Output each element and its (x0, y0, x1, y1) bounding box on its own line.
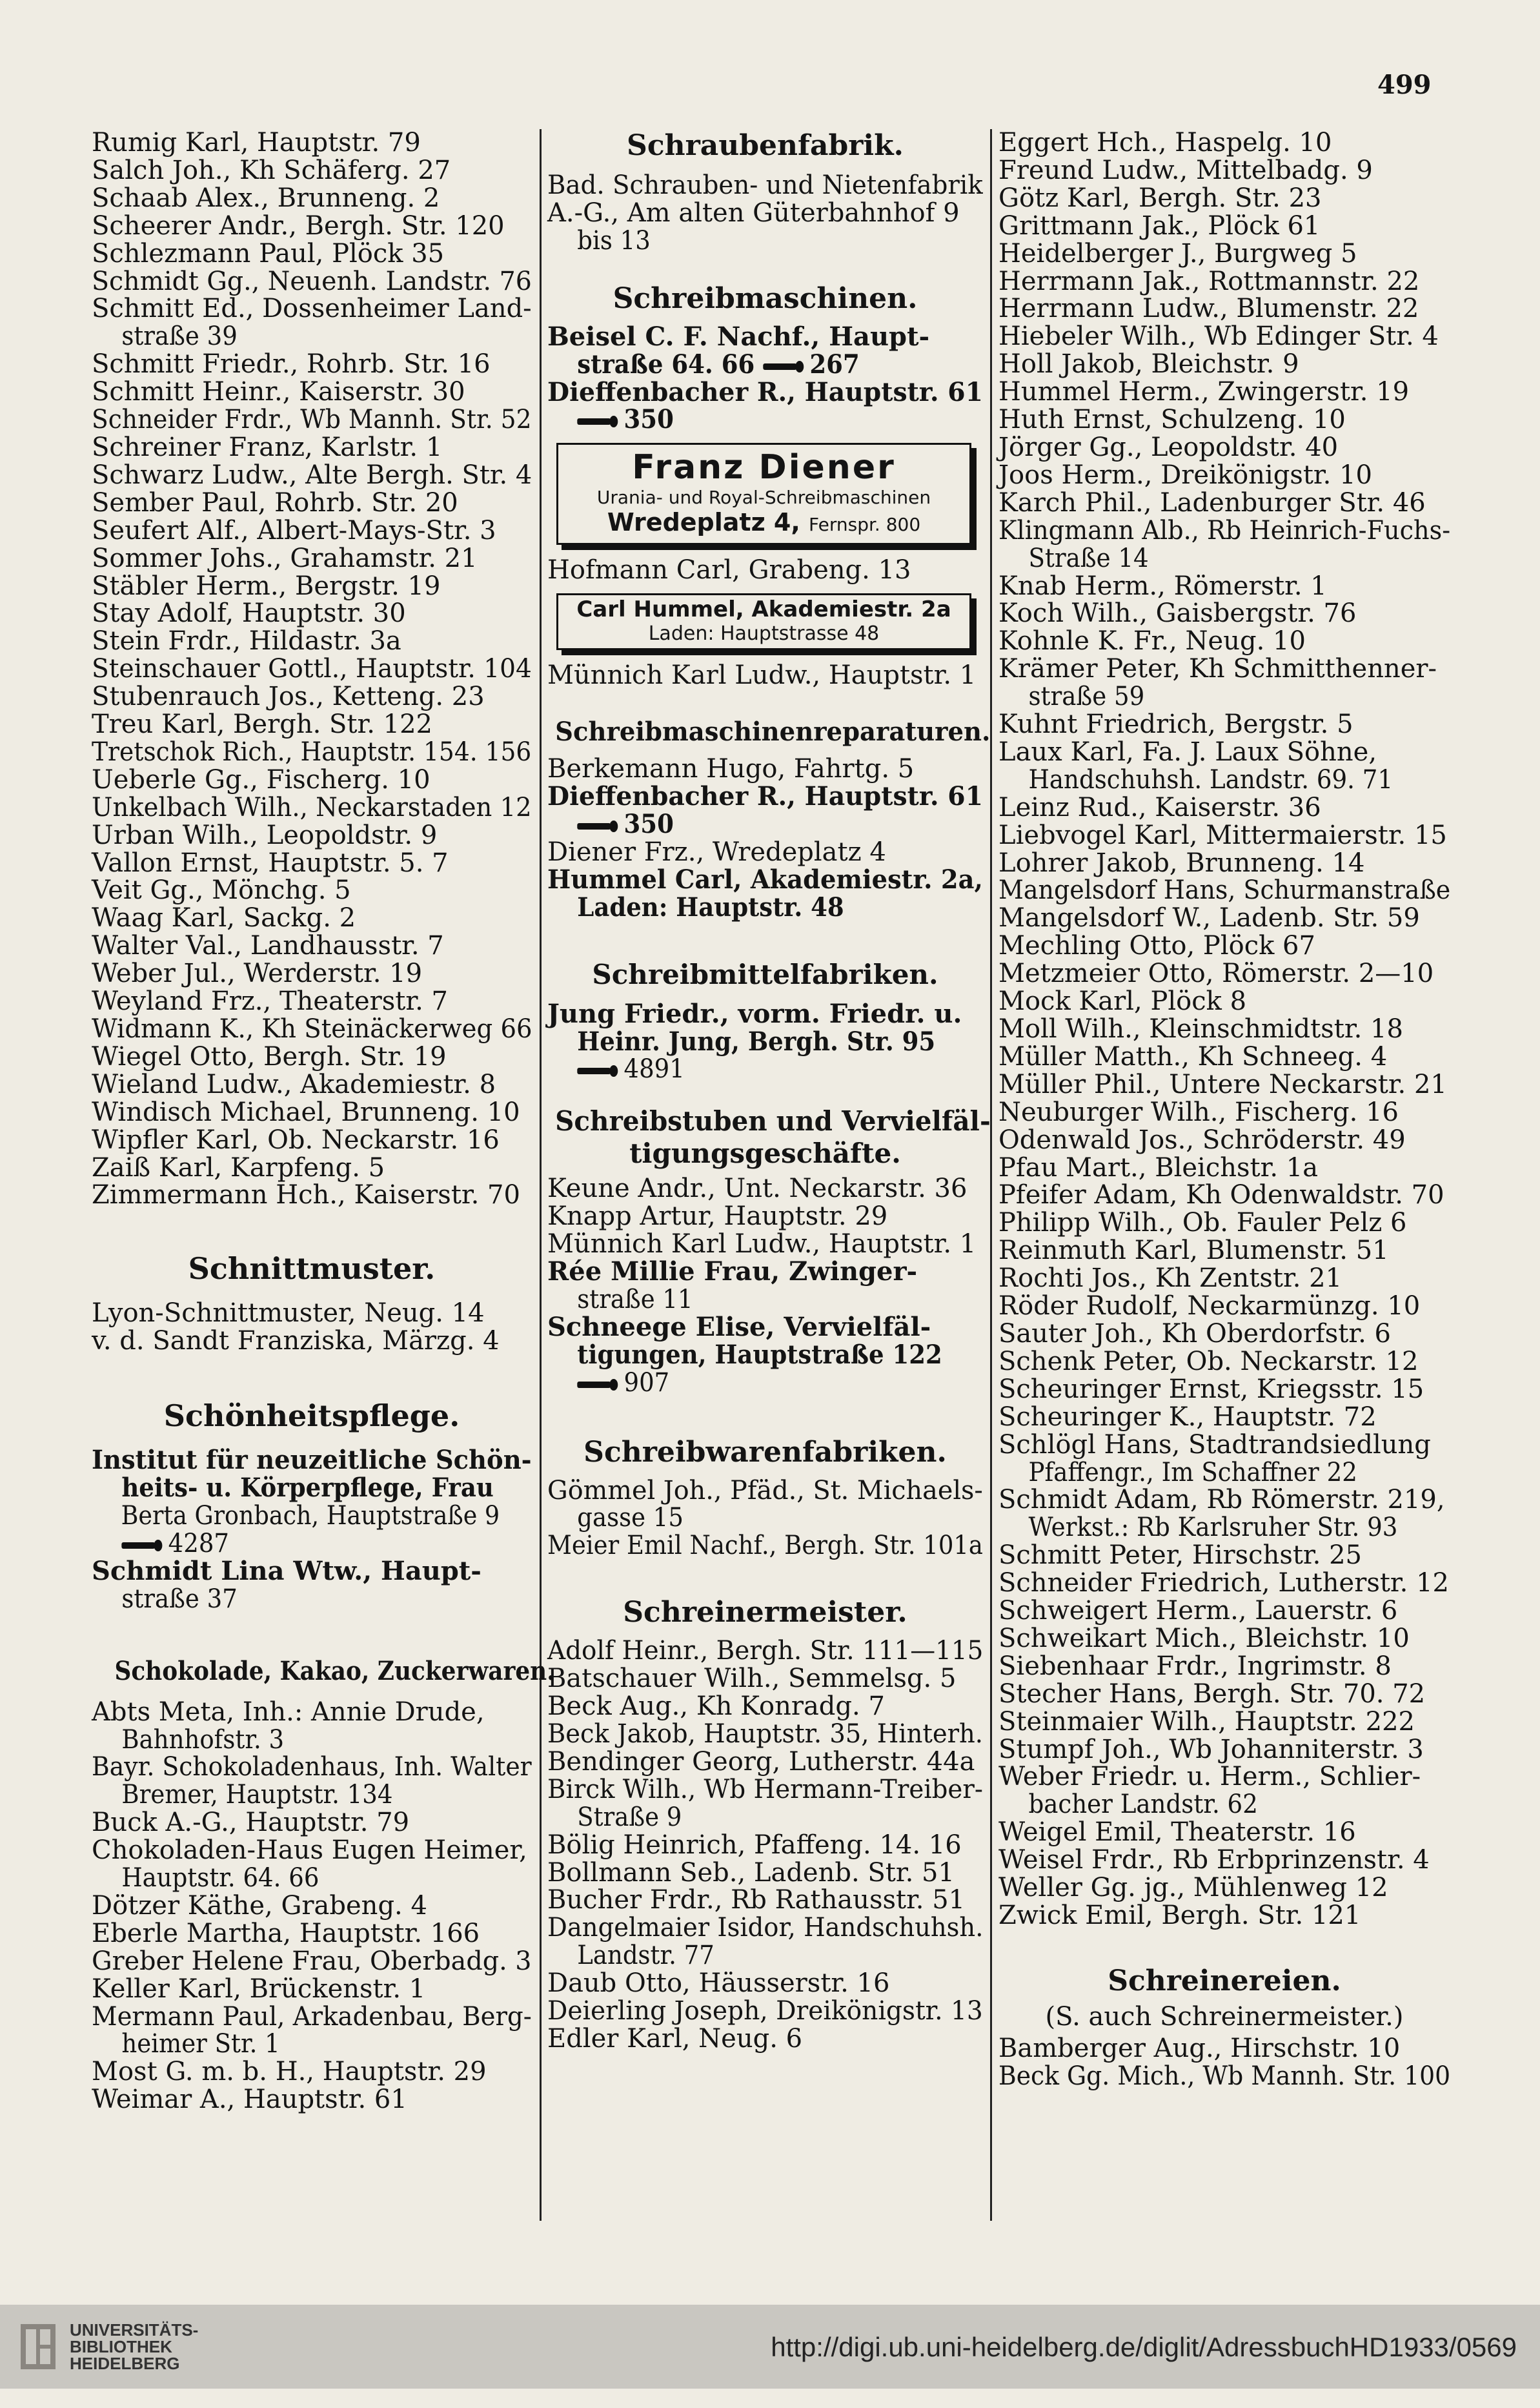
entry-line: Salch Joh., Kh Schäferg. 27 (92, 155, 451, 185)
entry-line: Mangelsdorf Hans, Schurmanstraße (998, 875, 1451, 906)
entry-line: Weisel Frdr., Rb Erbprinzenstr. 4 (998, 1845, 1430, 1875)
entry-line: Daub Otto, Häusserstr. 16 (547, 1968, 890, 1999)
entry-line: Eggert Hch., Haspelg. 10 (998, 128, 1332, 158)
entry-line: Schreiner Franz, Karlstr. 1 (92, 432, 443, 462)
entry-line: Neuburger Wilh., Fischerg. 16 (998, 1097, 1399, 1127)
entry-line: Liebvogel Karl, Mittermaierstr. 15 (998, 820, 1447, 850)
library-footer (0, 2305, 1540, 2389)
entry-line: Klingmann Alb., Rb Heinrich-Fuchs- (998, 515, 1451, 546)
library-name-line: UNIVERSITÄTS- (70, 2320, 199, 2340)
column-2 (547, 129, 991, 2054)
entry-line: Röder Rudolf, Neckarmünzg. 10 (998, 1291, 1421, 1321)
entry-line: Sauter Joh., Kh Oberdorfstr. 6 (998, 1318, 1391, 1349)
entry-line: Adolf Heinr., Bergh. Str. 111—115 (547, 1636, 984, 1666)
entry-institut-cont: Berta Gronbach, Hauptstraße 9 (121, 1500, 500, 1531)
entry-line: Beck Aug., Kh Konradg. 7 (547, 1691, 885, 1722)
entry-line: Jörger Gg., Leopoldstr. 40 (998, 432, 1339, 462)
entry-line: Keller Karl, Brückenstr. 1 (92, 1974, 426, 2004)
entry-line: Bendinger Georg, Lutherstr. 44a (547, 1746, 975, 1777)
entry-line: Holl Jakob, Bleichstr. 9 (998, 349, 1299, 380)
entry-line: Krämer Peter, Kh Schmitthenner- (998, 654, 1437, 684)
entry-list (92, 129, 532, 1209)
entry-line: Pfau Mart., Bleichstr. 1a (998, 1152, 1319, 1183)
heading-schreinereien: Schreinereien. (1108, 1964, 1341, 1997)
entry-hofmann: Hofmann Carl, Grabeng. 13 (547, 555, 911, 586)
entry-schneege-cont: tigungen, Hauptstraße 122 (577, 1339, 942, 1370)
phone-number: 350 (623, 808, 674, 839)
entry-line: Lyon-Schnittmuster, Neug. 14 (92, 1298, 485, 1329)
entry-line: Schaab Alex., Brunneng. 2 (92, 183, 440, 213)
entry-line: Werkst.: Rb Karlsruher Str. 93 (1028, 1513, 1398, 1543)
entry-line: Stay Adolf, Hauptstr. 30 (92, 598, 406, 629)
entry-line: straße 59 (1028, 682, 1145, 712)
column-rule-right (990, 129, 992, 2221)
entry-line: Mangelsdorf W., Ladenb. Str. 59 (998, 903, 1420, 934)
ad-phone: Fernspr. 800 (809, 514, 921, 536)
entry-line: Handschuhsh. Landstr. 69. 71 (1028, 764, 1393, 795)
entry-meier: Meier Emil Nachf., Bergh. Str. 101a (547, 1531, 983, 1561)
entry-line: Schlezmann Paul, Plöck 35 (92, 238, 445, 269)
entry-line: Pfeifer Adam, Kh Odenwaldstr. 70 (998, 1180, 1444, 1210)
entry-line: Kohnle K. Fr., Neug. 10 (998, 626, 1306, 657)
entry-jung: Jung Friedr., vorm. Friedr. u. (547, 998, 962, 1029)
entry-line: Scheuringer Ernst, Kriegsstr. 15 (998, 1374, 1424, 1404)
telephone-icon (577, 1378, 618, 1392)
entry-line: Schmitt Ed., Dossenheimer Land- (92, 294, 532, 324)
entry-line: Beck Jakob, Hauptstr. 35, Hinterh. (547, 1719, 984, 1749)
ad-address (558, 508, 969, 539)
entry-line: Landstr. 77 (577, 1941, 714, 1971)
entry-line: Weigel Emil, Theaterstr. 16 (998, 1817, 1356, 1848)
entry-line: Windisch Michael, Brunneng. 10 (92, 1097, 520, 1127)
entry-list (547, 172, 983, 255)
entry-line: Bremer, Hauptstr. 134 (121, 1780, 393, 1810)
column-1 (92, 128, 555, 2115)
cross-reference-note: (S. auch Schreinermeister.) (1045, 2001, 1404, 2032)
entry-line: Treu Karl, Bergh. Str. 122 (92, 709, 432, 740)
entry-dieffenbacher-phone (547, 406, 951, 434)
column-3 (998, 129, 1450, 2090)
telephone-icon (577, 819, 618, 833)
entry-line: Straße 14 (1028, 543, 1149, 573)
entry-line: Batschauer Wilh., Semmelsg. 5 (547, 1664, 957, 1694)
entry-list (92, 1300, 532, 1355)
entry-line: Ueberle Gg., Fischerg. 10 (92, 764, 431, 795)
entry-line: Weber Jul., Werderstr. 19 (92, 959, 423, 989)
entry-line: Leinz Rud., Kaiserstr. 36 (998, 792, 1321, 822)
entry-schmidt-lina: Schmidt Lina Wtw., Haupt- (92, 1555, 481, 1586)
library-logo-icon (19, 2323, 57, 2371)
heading-schreibstuben-cont: tigungsgeschäfte. (629, 1138, 901, 1170)
entry-line: Joos Herm., Dreikönigstr. 10 (998, 460, 1372, 490)
entry-line: Heidelberger J., Burgweg 5 (998, 238, 1357, 269)
page-number: 499 (1377, 70, 1432, 100)
entry-ree: Rée Millie Frau, Zwinger- (547, 1256, 918, 1287)
telephone-icon (121, 1538, 162, 1553)
entry-schneege: Schneege Elise, Vervielfäl- (547, 1311, 931, 1342)
entry-line: Herrmann Ludw., Blumenstr. 22 (998, 294, 1419, 324)
entry-line: Abts Meta, Inh.: Annie Drude, (92, 1697, 485, 1727)
entry-line: Veit Gg., Mönchg. 5 (92, 875, 351, 906)
entry-line: Scheerer Andr., Bergh. Str. 120 (92, 210, 505, 241)
entry-diener: Diener Frz., Wredeplatz 4 (547, 837, 886, 867)
entry-line: Bayr. Schokoladenhaus, Inh. Walter (92, 1752, 532, 1782)
entry-dieffenbacher: Dieffenbacher R., Hauptstr. 61 (547, 376, 983, 407)
source-url[interactable]: http://digi.ub.uni-heidelberg.de/diglit/AdressbuchHD1933/0569 (771, 2332, 1517, 2362)
entry-jung-cont: Heinr. Jung, Bergh. Str. 95 (577, 1026, 936, 1057)
column-rule-left (540, 129, 542, 2221)
entry-line: Birck Wilh., Wb Hermann-Treiber- (547, 1774, 983, 1804)
entry-line: Müller Matth., Kh Schneeg. 4 (998, 1041, 1388, 1072)
entry-keune: Keune Andr., Unt. Neckarstr. 36 (547, 1174, 968, 1204)
entry-schmidt-lina-cont: straße 37 (121, 1584, 238, 1614)
entry-line: Müller Phil., Untere Neckarstr. 21 (998, 1069, 1447, 1099)
heading-schreibmaschinen: Schreibmaschinen. (613, 281, 918, 315)
entry-line: Sommer Johs., Grahamstr. 21 (92, 543, 478, 573)
ad-franz-diener (556, 443, 971, 545)
entry-muennich: Münnich Karl Ludw., Hauptstr. 1 (547, 660, 977, 691)
entry-line: Stecher Hans, Bergh. Str. 70. 72 (998, 1678, 1426, 1709)
ad-carl-hummel (556, 593, 971, 650)
entry-line: Mechling Otto, Plöck 67 (998, 931, 1315, 961)
entry-line: Huth Ernst, Schulzeng. 10 (998, 405, 1346, 435)
entry-line: Seufert Alf., Albert-Mays-Str. 3 (92, 515, 496, 546)
entry-line: Koch Wilh., Gaisbergstr. 76 (998, 598, 1357, 629)
entry-beck: Beck Gg. Mich., Wb Mannh. Str. 100 (998, 2061, 1451, 2091)
entry-line: Stäbler Herm., Bergstr. 19 (92, 571, 441, 601)
entry-line: Schmitt Heinr., Kaiserstr. 30 (92, 377, 465, 407)
entry-line: Bucher Frdr., Rb Rathausstr. 51 (547, 1885, 966, 1915)
entry-bamberger: Bamberger Aug., Hirschstr. 10 (998, 2033, 1401, 2063)
entry-line: Philipp Wilh., Ob. Fauler Pelz 6 (998, 1208, 1407, 1238)
entry-line: Schenk Peter, Ob. Neckarstr. 12 (998, 1346, 1419, 1376)
entry-line: Hummel Herm., Zwingerstr. 19 (998, 377, 1410, 407)
entry-line: Urban Wilh., Leopoldstr. 9 (92, 820, 438, 850)
entry-line: Stein Frdr., Hildastr. 3a (92, 626, 401, 657)
entry-line: Kuhnt Friedrich, Bergstr. 5 (998, 709, 1353, 740)
entry-line: heimer Str. 1 (121, 2029, 280, 2059)
entry-berkemann: Berkemann Hugo, Fahrtg. 5 (547, 754, 915, 784)
phone-number: 4287 (168, 1528, 230, 1558)
entry-line: Most G. m. b. H., Hauptstr. 29 (92, 2057, 487, 2087)
entry-line: Schmitt Friedr., Rohrb. Str. 16 (92, 349, 491, 380)
entry-muennich: Münnich Karl Ludw., Hauptstr. 1 (547, 1229, 977, 1260)
entry-hummel-cont: Laden: Hauptstr. 48 (577, 892, 844, 923)
entry-line: Bad. Schrauben- und Nietenfabrik (547, 170, 983, 200)
entry-line: Waag Karl, Sackg. 2 (92, 903, 356, 934)
entry-line: Greber Helene Frau, Oberbadg. 3 (92, 1946, 532, 1976)
entry-line: Metzmeier Otto, Römerstr. 2—10 (998, 959, 1434, 989)
heading-schoenheitspflege: Schönheitspflege. (163, 1398, 460, 1434)
heading-schraubenfabrik: Schraubenfabrik. (627, 129, 904, 162)
heading-schreibwarenfabriken: Schreibwarenfabriken. (583, 1435, 947, 1469)
library-name-line: BIBLIOTHEK (70, 2337, 172, 2356)
ad-name: Franz Diener (632, 448, 896, 487)
library-name (70, 2321, 198, 2372)
entry-line: Schlögl Hans, Stadtrandsiedlung (998, 1429, 1431, 1460)
phone-number: 267 (809, 349, 860, 380)
entry-dieffenbacher-phone (547, 808, 951, 839)
entry-knapp: Knapp Artur, Hauptstr. 29 (547, 1201, 888, 1232)
telephone-icon (577, 1064, 618, 1078)
entry-line: Zaiß Karl, Karpfeng. 5 (92, 1152, 385, 1183)
entry-line: Stubenrauch Jos., Ketteng. 23 (92, 682, 485, 712)
heading-schreibmittelfabriken: Schreibmittelfabriken. (592, 958, 938, 990)
heading-reparaturen: Schreibmaschinenreparaturen. (555, 717, 991, 748)
ad-line: Laden: Hauptstrasse 48 (648, 622, 880, 646)
entry-line: Hauptstr. 64. 66 (121, 1863, 319, 1893)
entry-line: Dötzer Käthe, Grabeng. 4 (92, 1890, 427, 1921)
entry-line: Sember Paul, Rohrb. Str. 20 (92, 487, 458, 518)
entry-line: Hiebeler Wilh., Wb Edinger Str. 4 (998, 321, 1439, 352)
entry-line: Schmidt Adam, Rb Römerstr. 219, (998, 1485, 1445, 1515)
entry-line: Wieland Ludw., Akademiestr. 8 (92, 1069, 496, 1099)
phone-number: 350 (623, 404, 674, 435)
entry-line: Stumpf Joh., Wb Johanniterstr. 3 (998, 1734, 1424, 1764)
telephone-icon (763, 360, 804, 374)
entry-line: Weyland Frz., Theaterstr. 7 (92, 986, 448, 1017)
entry-line: Siebenhaar Frdr., Ingrimstr. 8 (998, 1651, 1392, 1681)
entry-line: Steinschauer Gottl., Hauptstr. 104 (92, 654, 532, 684)
entry-line: Zimmermann Hch., Kaiserstr. 70 (92, 1180, 520, 1210)
entry-line: Bölig Heinrich, Pfaffeng. 14. 16 (547, 1830, 962, 1860)
entry-goemmel-cont: gasse 15 (577, 1503, 684, 1533)
entry-line: Lohrer Jakob, Brunneng. 14 (998, 848, 1365, 878)
entry-line: Schweikart Mich., Bleichstr. 10 (998, 1623, 1410, 1653)
ad-subtitle: Urania- und Royal-Schreibmaschinen (596, 487, 931, 509)
heading-schokolade: Schokolade, Kakao, Zuckerwaren. (114, 1655, 555, 1686)
entry-line: Deierling Joseph, Dreikönigstr. 13 (547, 1996, 983, 2026)
entry-ree-cont: straße 11 (577, 1284, 693, 1314)
entry-line: Odenwald Jos., Schröderstr. 49 (998, 1125, 1406, 1155)
entry-line: Zwick Emil, Bergh. Str. 121 (998, 1901, 1361, 1930)
entry-beisel-street: straße 64. 66 (577, 349, 755, 380)
entry-list (547, 1637, 983, 2053)
entry-hummel: Hummel Carl, Akademiestr. 2a, (547, 864, 983, 895)
phone-number: 4891 (623, 1054, 685, 1085)
entry-line: Steinmaier Wilh., Hauptstr. 222 (998, 1706, 1415, 1737)
entry-line: Tretschok Rich., Hauptstr. 154. 156 (92, 737, 532, 767)
entry-line: Knab Herm., Römerstr. 1 (998, 571, 1327, 601)
entry-line: Widmann K., Kh Steinäckerweg 66 (92, 1014, 532, 1044)
entry-line: Pfaffengr., Im Schaffner 22 (1028, 1457, 1357, 1487)
heading-schnittmuster: Schnittmuster. (188, 1251, 436, 1287)
entry-line: Rochti Jos., Kh Zentstr. 21 (998, 1263, 1342, 1294)
entry-line: Walter Val., Landhausstr. 7 (92, 931, 444, 961)
entry-institut: Institut für neuzeitliche Schön- (92, 1445, 532, 1476)
heading-schreibstuben: Schreibstuben und Vervielfäl- (555, 1105, 991, 1138)
entry-line: Freund Ludw., Mittelbadg. 9 (998, 155, 1373, 185)
entry-line: Vallon Ernst, Hauptstr. 5. 7 (92, 848, 449, 878)
entry-line: Karch Phil., Ladenburger Str. 46 (998, 487, 1426, 518)
entry-line: Schmitt Peter, Hirschstr. 25 (998, 1540, 1362, 1571)
entry-line: Mock Karl, Plöck 8 (998, 986, 1247, 1017)
entry-line: Wiegel Otto, Bergh. Str. 19 (92, 1041, 447, 1072)
entry-line: A.-G., Am alten Güterbahnhof 9 (547, 198, 960, 228)
entry-goemmel: Gömmel Joh., Pfäd., St. Michaels- (547, 1475, 983, 1505)
entry-line: Scheuringer K., Hauptstr. 72 (998, 1402, 1377, 1432)
entry-line: Weber Friedr. u. Herm., Schlier- (998, 1762, 1421, 1792)
entry-line: Dangelmaier Isidor, Handschuhsh. (547, 1913, 984, 1943)
entry-list (92, 1699, 532, 2114)
entry-line: Schweigert Herm., Lauerstr. 6 (998, 1596, 1398, 1626)
entry-line: Reinmuth Karl, Blumenstr. 51 (998, 1236, 1389, 1266)
entry-line: Edler Karl, Neug. 6 (547, 2023, 803, 2054)
entry-institut-phone (92, 1530, 500, 1558)
entry-line: Bollmann Seb., Ladenb. Str. 51 (547, 1857, 955, 1888)
entry-line: Schneider Frdr., Wb Mannh. Str. 52 (92, 405, 532, 435)
entry-line: Unkelbach Wilh., Neckarstaden 12 (92, 792, 532, 822)
entry-line: Schneider Friedrich, Lutherstr. 12 (998, 1568, 1449, 1598)
entry-line: Buck A.-G., Hauptstr. 79 (92, 1808, 410, 1838)
entry-line: Bahnhofstr. 3 (121, 1724, 285, 1755)
entry-institut-cont: heits- u. Körperpflege, Frau (121, 1473, 494, 1504)
entry-line: Grittmann Jak., Plöck 61 (998, 210, 1321, 241)
entry-line: Straße 9 (577, 1802, 682, 1832)
entry-dieffenbacher: Dieffenbacher R., Hauptstr. 61 (547, 781, 983, 812)
entry-line: Chokoladen-Haus Eugen Heimer, (92, 1835, 527, 1866)
entry-line: v. d. Sandt Franziska, Märzg. 4 (92, 1326, 500, 1356)
entry-line: Eberle Martha, Hauptstr. 166 (92, 1918, 480, 1948)
entry-line: straße 39 (121, 321, 238, 352)
entry-line: Moll Wilh., Kleinschmidtstr. 18 (998, 1014, 1403, 1044)
entry-line: Rumig Karl, Hauptstr. 79 (92, 128, 421, 158)
entry-line: Mermann Paul, Arkadenbau, Berg- (92, 2001, 532, 2032)
entry-beisel-cont (547, 351, 951, 379)
entry-list (998, 129, 1450, 1930)
entry-beisel: Beisel C. F. Nachf., Haupt- (547, 321, 930, 352)
entry-line: bacher Landstr. 62 (1028, 1790, 1258, 1820)
entry-line: Schwarz Ludw., Alte Bergh. Str. 4 (92, 460, 532, 490)
entry-jung-phone (547, 1056, 951, 1083)
entry-line: Weimar A., Hauptstr. 61 (92, 2085, 407, 2115)
entry-line: bis 13 (577, 225, 651, 256)
entry-line: Herrmann Jak., Rottmannstr. 22 (998, 266, 1420, 296)
entry-line: Götz Karl, Bergh. Str. 23 (998, 183, 1322, 213)
telephone-icon (577, 414, 618, 429)
heading-schreinermeister: Schreinermeister. (623, 1596, 907, 1629)
entry-schneege-phone (547, 1369, 951, 1397)
entry-line: Weller Gg. jg., Mühlenweg 12 (998, 1873, 1388, 1903)
entry-line: Wipfler Karl, Ob. Neckarstr. 16 (92, 1125, 500, 1155)
ad-line: Carl Hummel, Akademiestr. 2a (576, 597, 951, 623)
library-name-line: HEIDELBERG (70, 2354, 180, 2373)
entry-line: Laux Karl, Fa. J. Laux Söhne, (998, 737, 1377, 767)
entry-line: Schmidt Gg., Neuenh. Landstr. 76 (92, 266, 532, 296)
phone-number: 907 (623, 1367, 670, 1398)
ad-street: Wredeplatz 4, (607, 508, 800, 537)
